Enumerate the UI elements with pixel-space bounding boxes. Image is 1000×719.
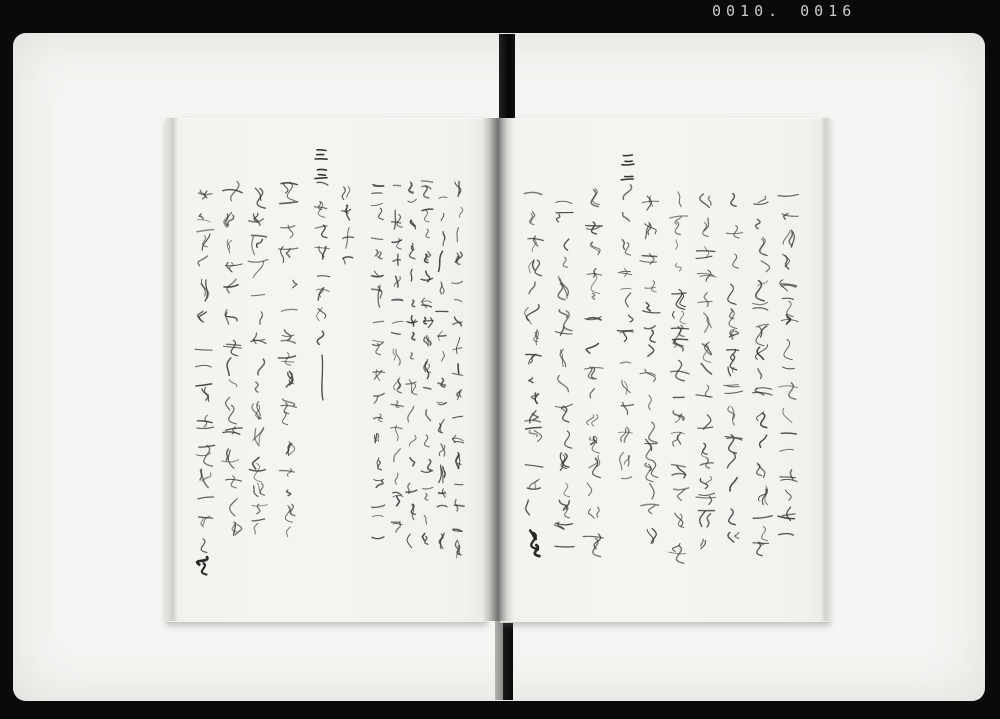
ink-page-right <box>524 155 798 563</box>
counter-frame-number: 0016 <box>800 2 857 20</box>
ink-page-left <box>195 150 464 575</box>
counter-page-number: 0010. <box>712 2 783 20</box>
